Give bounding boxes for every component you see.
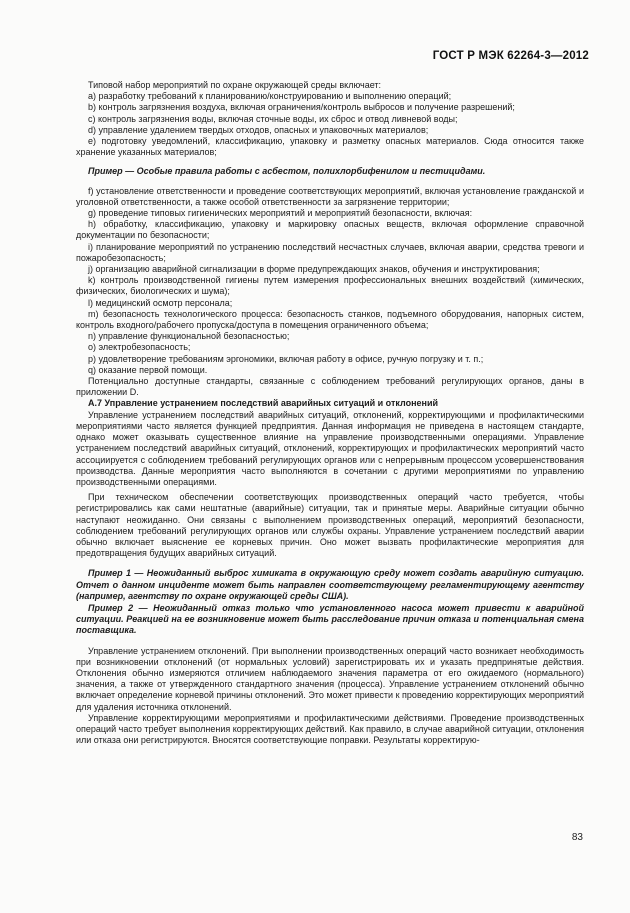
list-item: q) оказание первой помощи. — [88, 364, 208, 375]
list-item: c) контроль загрязнения воды, включая сточные воды, их сброс и отвод ливневой воды; — [88, 113, 458, 124]
list-item: e) подготовку уведомлений, классификацию, упаковку и разметку опасных материалов. Сюда относится также хранение указанных материалов; — [76, 136, 584, 158]
list-item: m) безопасность технологического процесса: безопасность станков, подъемного оборудования, напорных систем, контроль входного/рабочего пропуска/доступа в помещения ограниченного объема; — [76, 308, 584, 331]
paragraph: При техническом обеспечении соответствующих производственных операций часто требуется, чтобы регистрировались как сами нештатные (аварийные) ситуации, так и принятые меры. Аварийные ситуации обычно наступают неожиданно. Они связаны с выполнением производственных операций, мероприятий безопасности, соблюдением требований регулирующих органов или службы охраны. Управление устранением последствий аварии обычно включает выяснение ее корневых причин. Оно может вызвать профилактические мероприятия для предотвращения будущих аварийных ситуаций. — [76, 492, 584, 559]
example-text: — Неожиданный выброс химиката в окружающую среду может создать аварийную ситуацию. Отчет о данном инциденте может быть направлен соответствующему регламентирующему агентству (например, агентству по охране окружающей среды США). — [76, 568, 584, 601]
example-label: Пример 1 — [88, 568, 131, 579]
list-item: b) контроль загрязнения воздуха, включая ограничения/контроль выбросов и получение разрешений; — [88, 102, 515, 113]
example-label: Пример 2 — [88, 602, 134, 613]
list-item: f) установление ответственности и проведение соответствующих мероприятий, включая установление гражданской и уголовной ответственности, а также особой ответственности за загрязнение территории; — [76, 185, 584, 207]
example-note — [76, 603, 584, 637]
list-item: a) разработку требований к планированию/конструированию и выполнению операций; — [88, 91, 452, 102]
paragraph: Управление устранением последствий аварийных ситуаций, отклонений, корректирующими и профилактическими мероприятиями часто является функцией предприятия. Данная информация не приведена в настоящем стандарте, однако может оказывать существенное влияние на управление производственными операциями. Управление устранением последствий аварийных ситуаций, отклонений, корректирующих и профилактических мероприятий часто ассоциируется с соблюдением требований регулирующих органов или с непрерывным процессом усовершенствования производства. Данные мероприятия часто выполняются в сочетании с другими мероприятиями по управлению производственными операциями. — [76, 409, 584, 487]
list-item: i) планирование мероприятий по устранению последствий несчастных случаев, включая аварии, средства тревоги и пожаробезопасность; — [76, 241, 584, 263]
page-body — [76, 80, 584, 746]
page-number: 83 — [571, 832, 583, 843]
paragraph: Потенциально доступные стандарты, связанные с соблюдением требований регулирующих органов, даны в приложении D. — [76, 376, 584, 398]
list-item: n) управление функциональной безопасностью; — [88, 331, 290, 342]
list-item: p) удовлетворение требованиям эргономики, включая работу в офисе, ручную погрузку и т. п.; — [88, 353, 484, 364]
list-item: d) управление удалением твердых отходов, опасных и упаковочных материалов; — [88, 124, 429, 135]
example-text: — Неожиданный отказ только что установленного насоса может привести к аварийной ситуации. Реакцией на ее возникновение может быть расследование причин отказа и потенциальная смена поставщика. — [76, 602, 584, 636]
list-item: o) электробезопасность; — [88, 342, 191, 353]
paragraph: Типовой набор мероприятий по охране окружающей среды включает: — [88, 80, 382, 90]
list-item: l) медицинский осмотр персонала; — [88, 297, 233, 308]
section-heading: А.7 Управление устранением последствий аварийных ситуаций и отклонений — [88, 398, 439, 409]
document-header: ГОСТ Р МЭК 62264-3—2012 — [432, 50, 589, 62]
list-item: g) проведение типовых гигиенических мероприятий и мероприятий безопасности, включая: — [88, 208, 473, 219]
list-item: h) обработку, классификацию, упаковку и маркировку опасных веществ, включая оформление справочной документации по безопасности; — [76, 219, 584, 241]
paragraph: Управление устранением отклонений. При выполнении производственных операций часто возникает необходимость при возникновении отклонений (от нормальных условий) зарегистрировать их и указать предпринятые действия. Отклонения обычно измеряются отличием наблюдаемого значения параметра от его ожидаемого (нормального) значения, а также от утвержденного стандартного значения (процесса). Управление устранением отклонений обычно включает определение корневой причины отклонений. Это может привести к проведению корректирующих мероприятий для удаления источника отклонений. — [76, 645, 584, 712]
example-note — [76, 568, 584, 602]
paragraph: Управление корректирующими мероприятиями и профилактическими действиями. Проведение производственных операций часто требует выполнения корректирующих действий. Как правило, в случае аварийной ситуации, отклонения или отказа они регистрируются. Вносятся соответствующие поправки. Результаты корректирую- — [76, 712, 584, 746]
list-item: j) организацию аварийной сигнализации в форме предупреждающих знаков, обучения и инструктирования; — [88, 264, 540, 275]
list-item: k) контроль производственной гигиены путем измерения профессиональных внешних воздействий (химических, физических, биологических и шума); — [76, 275, 584, 297]
example-note: Пример — Особые правила работы с асбестом, полихлорбифенилом и пестицидами. — [88, 166, 486, 177]
